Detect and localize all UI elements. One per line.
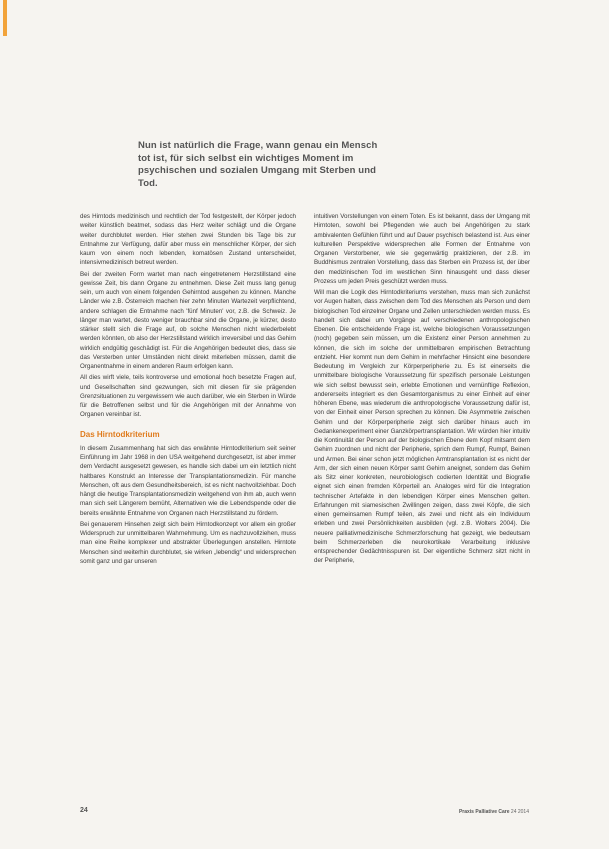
pull-quote: Nun ist natürlich die Frage, wann genau ein Mensch tot ist, für sich selbst ein wichtiges Moment im psychischen und sozialen Umgang mit Sterben und Tod. <box>138 140 378 189</box>
section-heading: Das Hirntodkriterium <box>80 429 160 439</box>
body-paragraph: All dies wirft viele, teils kontroverse und emotional hoch besetzte Fragen auf, und Gesellschaften sind gezwungen, sich mit diesen für sie prägenden Grenzsituationen zu vergewissern wie auch darüber, wie ein Sterben in Würde für die Betroffenen selbst und für die Angehörigen mit der Annahme von Organen vereinbar ist. <box>80 374 296 419</box>
left-column <box>80 212 296 568</box>
body-paragraph: Bei genauerem Hinsehen zeigt sich beim Hirntodkonzept vor allem ein großer Widerspruch zur unmittelbaren Wahrnehmung. Um es nachzuvollziehen, muss man eine Reihe komplexer und abstrakter Überlegungen anstellen. Hirntote Menschen sind weiterhin durchblutet, sie wirken „lebendig“ und widersprechen somit ganz und gar unseren <box>80 520 296 565</box>
issue-info: 24 2014 <box>510 809 529 815</box>
right-column <box>314 212 530 568</box>
page-number: 24 <box>80 807 88 814</box>
orange-accent-bar <box>3 0 7 36</box>
body-paragraph: Bei der zweiten Form wartet man nach eingetretenem Herzstillstand eine gewisse Zeit, bis dann Organe zu entnehmen. Diese Zeit muss lang genug sein, um auch von einem folgenden Gehirntod ausgehen zu können. Manche Länder wie z.B. Österreich machen hier zehn Minuten Wartezeit verpflichtend, andere schlagen die Entnahme nach 'fünf Minuten' vor, z.B. die Schweiz. Je länger man wartet, desto weniger brauchbar sind die Organe, je kürzer, desto stärker stellt sich die Frage auf, ob solche Menschen nicht wiederbelebt werden könnten, ob also der Herzstillstand wirklich irreversibel und das Gehirn wirklich endgültig geschädigt ist. Für die Angehörigen bedeutet dies, dass sie das Versterben unter Umständen nicht direkt miterleben müssen, damit die Organentnahme in einem anderen Raum erfolgen kann. <box>80 270 296 370</box>
page-footer <box>80 807 529 821</box>
body-paragraph: intuitiven Vorstellungen von einem Toten. Es ist bekannt, dass der Umgang mit Hirntoten, sowohl bei Pflegenden wie auch bei Angehörigen zu stark ambivalenten Gefühlen führt und auf Dauer psychisch belastend ist. Aus einer kulturellen Perspektive widersprechen alle Formen der Entnahme von Organen Verstorbener, wie sie gegenwärtig praktizieren, der z.B. im Buddhismus zentralen Vorstellung, dass das Sterben ein Prozess ist, der über den medizinischen Tod im westlichen Sinn hinausgeht und dass dieser Prozess um jeden Preis geschützt werden muss. <box>314 213 530 285</box>
body-paragraph: des Hirntods medizinisch und rechtlich der Tod festgestellt, der Körper jedoch weiter künstlich beatmet, sodass das Herz weiter schlägt und die Organe weiter durchblutet werden. Hier stehen zwei Stunden bis Tage bis zur Entnahme zur Verfügung, dafür aber muss ein menschlicher Körper, der sich kaum von einem noch lebenden, komatösen Zustand unterscheidet, intensivmedizinisch betreut werden. <box>80 213 296 267</box>
footer-publication <box>459 809 529 815</box>
body-paragraph: In diesem Zusammenhang hat sich das erwähnte Hirntodkriterium seit seiner Einführung im Jahr 1968 in den USA weitgehend durchgesetzt, ist aber immer dem Verdacht ausgesetzt gewesen, es handle sich dabei um ein letztlich nicht haltbares Konstrukt an Interesse der Transplantationsmedizin. Für manche Menschen, oft aus dem Gesundheitsbereich, ist es nicht nachvollziehbar. Doch hängt die heutige Transplantationsmedizin weitgehend von ihm ab, auch wenn man sich seit Längerem bemüht, Alternativen wie die Lebendspende oder die bereits erwähnte Entnahme von Organen nach Herzstillstand zu fördern. <box>80 444 296 517</box>
body-paragraph: Will man die Logik des Hirntodkriteriums verstehen, muss man sich zunächst vor Augen halten, dass zwischen dem Tod des Menschen als Person und dem biologischen Tod einzelner Organe und Zellen unterschieden werden muss. Es handelt sich dabei um Vorgänge auf verschiedenen anthropologischen Ebenen. Die entscheidende Frage ist, welche biologischen Voraussetzungen (noch) gegeben sein müssen, um die Existenz einer Person annehmen zu können, die sich im solche der unmittelbaren empirischen Betrachtung entzieht. Hier kommt nun dem Gehirn in mehrfacher Hinsicht eine besondere Bedeutung im Vergleich zur Körperperipherie zu. Es ist einerseits die unmittelbare biologische Voraussetzung für spezifisch personale Leistungen wie sich selbst bewusst sein, erlebte Emotionen und vernünftige Reflexion, andererseits integriert es den Gesamtorganismus zu einer Einheit auf einer höheren Ebene, was wiederum die anthropologische Voraussetzung dafür ist, von der Einheit einer Person sprechen zu können. Die Asymmetrie zwischen Gehirn und der Körperperipherie zeigt sich darüber hinaus auch im Gedankenexperiment einer Ganzkörpertransplantation. Wir würden hier intuitiv die Kontinuität der Person auf der biologischen Ebene dem Kopf mitsamt dem Gehirn zuordnen und nicht der Peripherie, sprich dem Rumpf, Rumpf, Beinen und Armen. Bei einer schon jetzt möglichen Armtransplantation ist es nicht der Arm, der sich einen neuen Körper samt Gehirn aneignet, sondern das Gehirn als Sitz einer konkreten, neurobiologisch codierten Identität und Biografie eignet sich einen fremden Körperteil an. Analoges wird für die Integration technischer Artefakte in den lebendigen Körper eines Menschen gelten. Erfahrungen mit siamesischen Zwillingen zeigen, dass zwei Köpfe, die sich einen gemeinsamen Rumpf teilen, als zwei und nicht als ein Individuum erleben und zwei Persönlichkeiten ausbilden (vgl. z.B. Wolters 2004). Die neuere palliativmedizinische Schmerzforschung hat gezeigt, wie bedeutsam beim Schmerzerleben die neurokortikale Verarbeitung inklusive entsprechender Gedächtnisspuren ist. Der eigentliche Schmerz sitzt nicht in der Peripherie, <box>314 289 530 565</box>
publication-name: Praxis Palliative Care <box>458 809 510 815</box>
